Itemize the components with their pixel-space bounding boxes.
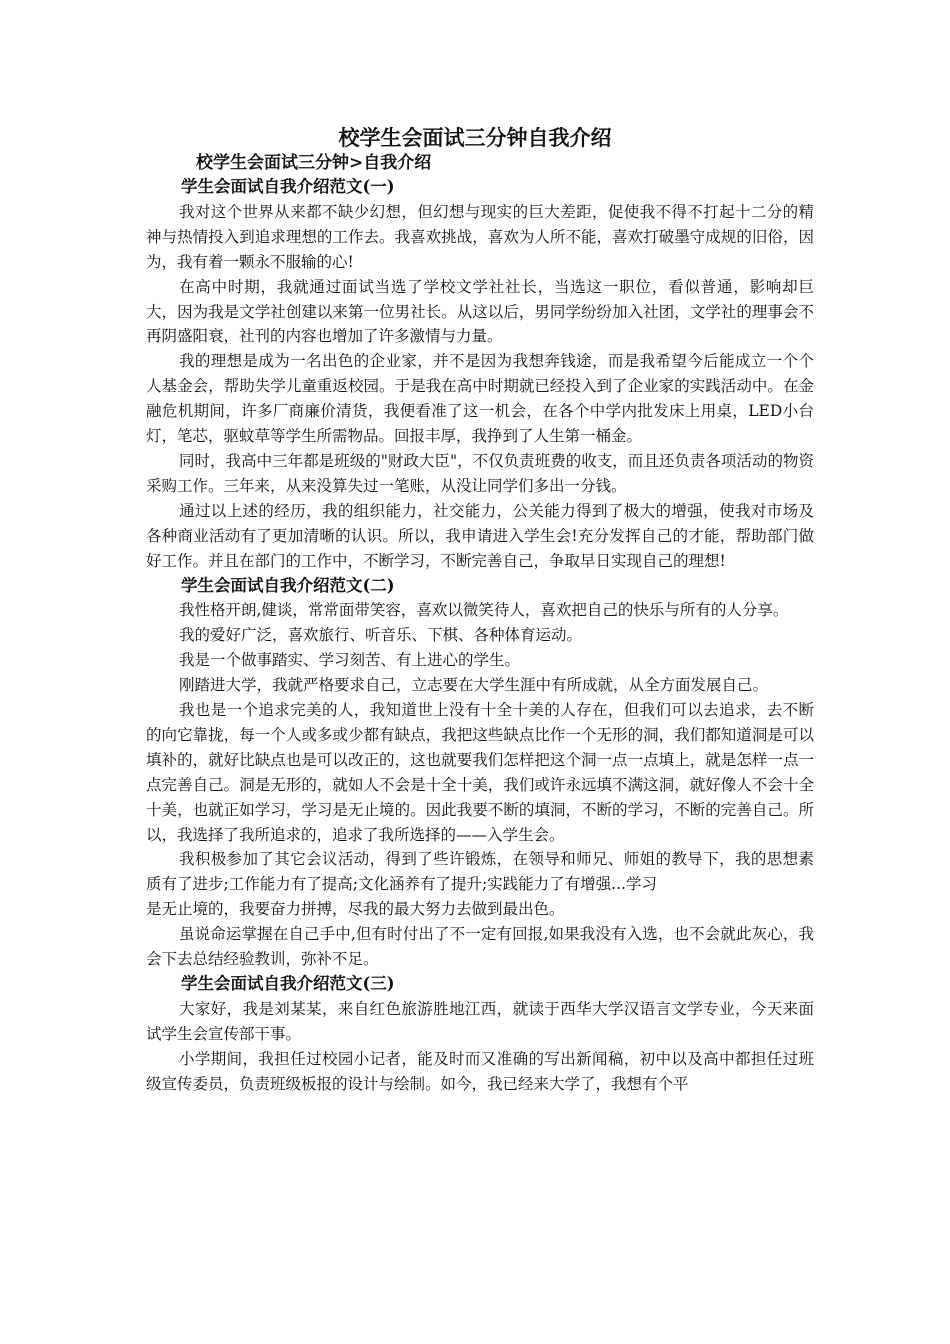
section-heading: 学生会面试自我介绍范文(二) (181, 575, 395, 595)
document-title: 校学生会面试三分钟自我介绍 (338, 125, 612, 150)
paragraph: 我积极参加了其它会议活动，得到了些许锻炼，在领导和师兄、师姐的教导下，我的思想素质有了进步;工作能力有了提高;文化涵养有了提升;实践能力了有增强...学习 (146, 850, 814, 894)
paragraph: 同时，我高中三年都是班级的"财政大臣"，不仅负责班费的收支，而且还负责各项活动的物资采购工作。三年来，从来没算失过一笔账，从没让同学们多出一分钱。 (146, 451, 814, 495)
document-subtitle: 校学生会面试三分钟>自我介绍 (196, 153, 432, 173)
paragraph: 小学期间，我担任过校园小记者，能及时而又准确的写出新闻稿，初中以及高中都担任过班级宣传委员，负责班级板报的设计与绘制。如今，我已经来大学了，我想有个平 (146, 1049, 814, 1093)
document-body (146, 175, 814, 1097)
paragraph: 我是一个做事踏实、学习刻苦、有上进心的学生。 (179, 651, 521, 670)
paragraph: 我的理想是成为一名出色的企业家，并不是因为我想奔钱途，而是我希望今后能成立一个个人基金会，帮助失学儿童重返校园。于是我在高中时期就已经投入到了企业家的实践活动中。在金融危机期间，许多厂商廉价清货，我便看准了这一机会，在各个中学内批发床上用桌，LED小台灯，笔芯，驱蚊草等学生所需物品。回报丰厚，我挣到了人生第一桶金。 (146, 352, 814, 446)
paragraph: 是无止境的，我要奋力拼搏，尽我的最大努力去做到最出色。 (146, 900, 565, 919)
paragraph: 通过以上述的经历，我的组织能力，社交能力，公关能力得到了极大的增强，使我对市场及各种商业活动有了更加清晰的认识。所以，我申请进入学生会!充分发挥自己的才能，帮助部门做好工作。并且在部门的工作中，不断学习，不断完善自己，争取早日实现自己的理想! (146, 501, 814, 570)
paragraph: 我性格开朗,健谈，常常面带笑容，喜欢以微笑待人，喜欢把自己的快乐与所有的人分享。 (179, 601, 789, 620)
section-heading: 学生会面试自我介绍范文(三) (181, 974, 395, 993)
section-heading: 学生会面试自我介绍范文(一) (181, 177, 395, 196)
paragraph: 虽说命运掌握在自己手中,但有时付出了不一定有回报,如果我没有入选，也不会就此灰心，我会下去总结经验教训，弥补不足。 (146, 925, 814, 969)
paragraph: 我的爱好广泛，喜欢旅行、听音乐、下棋、各种体育运动。 (179, 626, 583, 645)
paragraph: 我也是一个追求完美的人，我知道世上没有十全十美的人存在，但我们可以去追求，去不断的向它靠拢，每一个人或多或少都有缺点，我把这些缺点比作一个无形的洞，我们都知道洞是可以填补的，就好比缺点也是可以改正的，这也就要我们怎样把这个洞一点一点填上，就是怎样一点一点完善自己。洞是无形的，就如人不会是十全十美，我们或许永远填不满这洞，就好像人不会十全十美，也就正如学习，学习是无止境的。因此我要不断的填洞，不断的学习，不断的完善自己。所以，我选择了我所追求的，追求了我所选择的——入学生会。 (146, 701, 814, 844)
paragraph: 我对这个世界从来都不缺少幻想，但幻想与现实的巨大差距，促使我不得不打起十二分的精神与热情投入到追求理想的工作去。我喜欢挑战，喜欢为人所不能，喜欢打破墨守成规的旧俗，因为，我有着一颗永不服输的心! (146, 202, 814, 271)
paragraph: 刚踏进大学，我就严格要求自己，立志要在大学生涯中有所成就，从全方面发展自己。 (179, 676, 769, 695)
paragraph: 大家好，我是刘某某，来自红色旅游胜地江西，就读于西华大学汉语言文学专业，今天来面试学生会宣传部干事。 (146, 999, 814, 1043)
paragraph: 在高中时期，我就通过面试当选了学校文学社社长，当选这一职位，看似普通，影响却巨大，因为我是文学社创建以来第一位男社长。从这以后，男同学纷纷加入社团，文学社的理事会不再阴盛阳衰，社刊的内容也增加了许多激情与力量。 (146, 277, 814, 346)
